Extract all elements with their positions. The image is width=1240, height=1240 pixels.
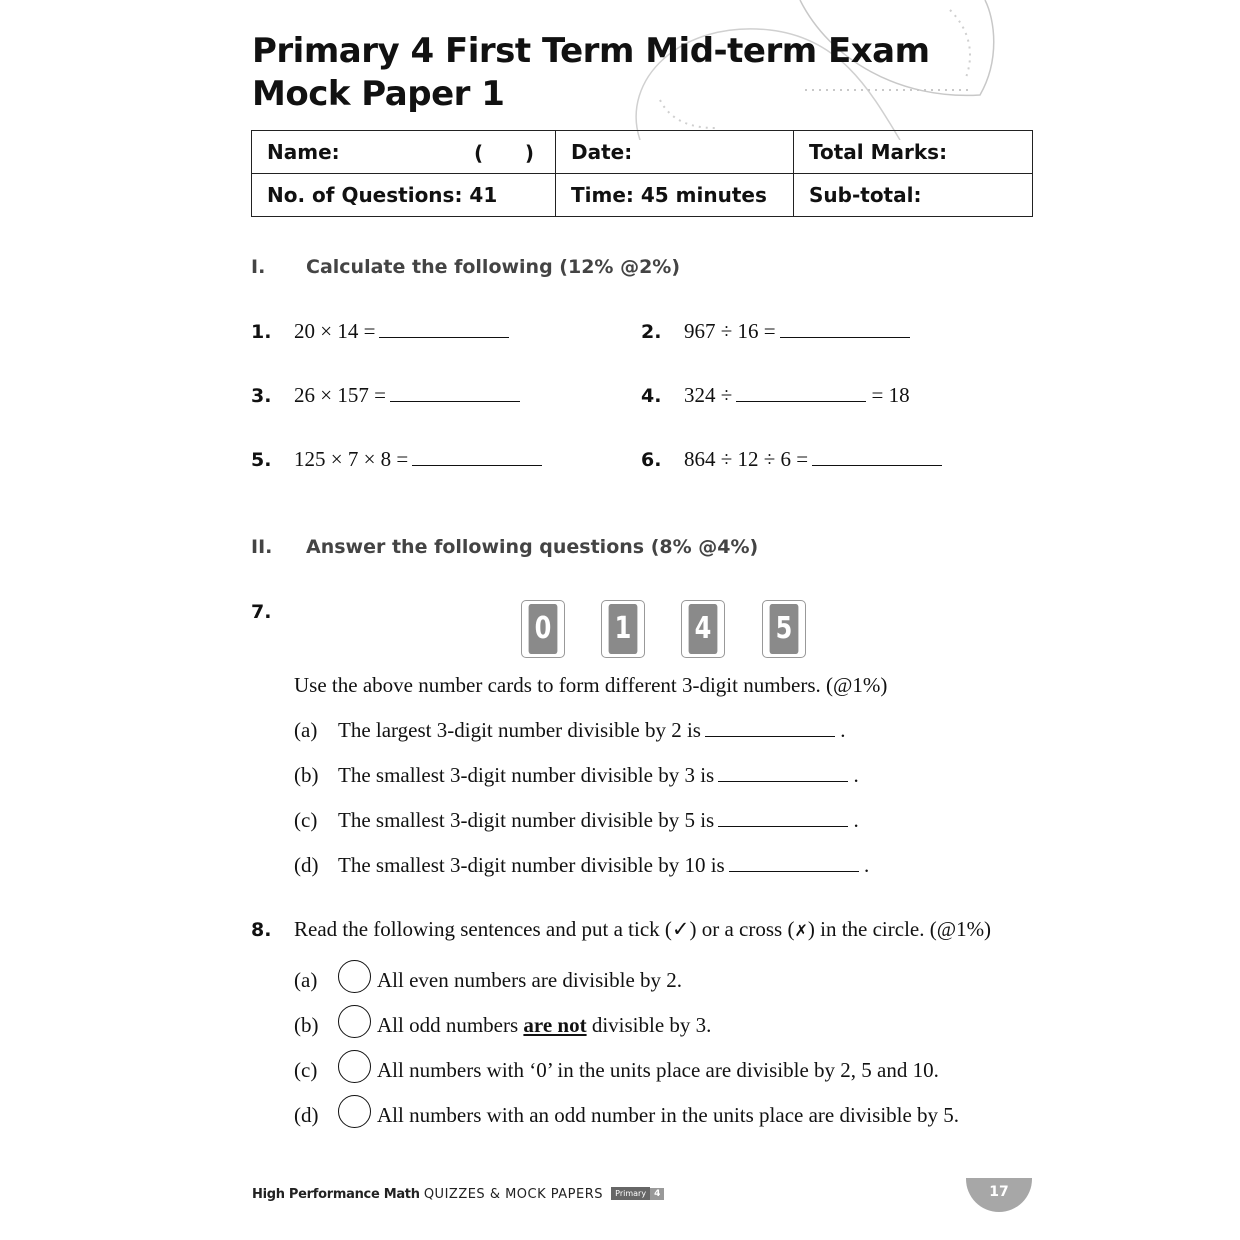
q8-part-b-pre: All odd numbers xyxy=(377,1013,524,1037)
q8-number: 8. xyxy=(251,919,272,941)
q8-part-b-label: (b) xyxy=(294,1013,319,1037)
q1-answer-blank[interactable] xyxy=(379,319,509,338)
q4-text: 324 ÷ xyxy=(684,383,733,407)
q8-intro-c: ) in the circle. (@1%) xyxy=(807,917,992,941)
q5-answer-blank[interactable] xyxy=(412,447,542,466)
q7-part-a xyxy=(294,718,845,743)
q7-part-a-label: (a) xyxy=(294,718,318,742)
q7-part-d-period: . xyxy=(863,853,870,877)
section-1-number: I. xyxy=(251,256,266,278)
q5-number: 5. xyxy=(251,449,272,471)
q7-part-b-blank[interactable] xyxy=(718,763,848,782)
q7-part-b-period: . xyxy=(853,763,859,787)
q8-part-b-text xyxy=(377,1013,711,1038)
q6-item xyxy=(684,447,942,472)
q8-part-b-answer-circle[interactable] xyxy=(338,1005,371,1038)
q3-item xyxy=(294,383,520,408)
number-card-3-digit: 5 xyxy=(770,604,799,654)
footer-brand: High Performance Math xyxy=(252,1187,420,1202)
footer-grade-badge: 4 xyxy=(650,1188,664,1200)
page-title xyxy=(252,30,930,116)
q7-number: 7. xyxy=(251,601,272,623)
q7-intro: Use the above number cards to form different 3-digit numbers. (@1%) xyxy=(294,673,888,697)
q8-part-b-post: divisible by 3. xyxy=(586,1013,712,1037)
q8-part-c-answer-circle[interactable] xyxy=(338,1050,371,1083)
q4-tail: = 18 xyxy=(871,383,910,407)
total-marks-label: Total Marks: xyxy=(809,140,948,164)
q7-part-b xyxy=(294,763,859,788)
q8-part-d-text: All numbers with an odd number in the units place are divisible by 5. xyxy=(377,1103,960,1127)
q8-intro-a: Read the following sentences and put a tick ( xyxy=(294,917,672,941)
number-card-0-digit: 0 xyxy=(529,604,558,654)
q2-number: 2. xyxy=(641,321,662,343)
info-table xyxy=(251,130,1033,217)
q6-text: 864 ÷ 12 ÷ 6 = xyxy=(684,447,809,471)
q4-item xyxy=(684,383,910,408)
q8-part-a-label: (a) xyxy=(294,968,318,992)
q7-part-d xyxy=(294,853,869,878)
number-card-2 xyxy=(681,600,725,658)
q6-answer-blank[interactable] xyxy=(812,447,942,466)
q8-part-c-label: (c) xyxy=(294,1058,318,1082)
q3-number: 3. xyxy=(251,385,272,407)
q2-answer-blank[interactable] xyxy=(780,319,910,338)
title-line-1: Primary 4 First Term Mid-term Exam xyxy=(252,31,930,71)
q4-number: 4. xyxy=(641,385,662,407)
q2-item xyxy=(684,319,910,344)
q8-intro xyxy=(294,917,991,942)
q3-answer-blank[interactable] xyxy=(390,383,520,402)
q7-part-c-period: . xyxy=(853,808,859,832)
time-cell xyxy=(556,174,794,217)
q8-part-c-text: All numbers with ‘0’ in the units place are divisible by 2, 5 and 10. xyxy=(377,1058,939,1082)
subtotal-label: Sub-total: xyxy=(809,183,922,207)
class-number-parens: ( ) xyxy=(474,141,535,165)
q8-part-d-label: (d) xyxy=(294,1103,319,1127)
questions-count: No. of Questions: 41 xyxy=(267,183,498,207)
q7-part-a-blank[interactable] xyxy=(705,718,835,737)
q2-text: 967 ÷ 16 = xyxy=(684,319,776,343)
q5-text: 125 × 7 × 8 = xyxy=(294,447,409,471)
title-line-2: Mock Paper 1 xyxy=(252,74,505,114)
tick-icon: ✓ xyxy=(671,917,690,941)
number-card-2-digit: 4 xyxy=(689,604,718,654)
q1-number: 1. xyxy=(251,321,272,343)
q7-part-d-text: The smallest 3-digit number divisible by 10 is xyxy=(338,853,725,877)
cross-icon: ✗ xyxy=(794,923,808,940)
q7-part-a-period: . xyxy=(840,718,846,742)
footer-series: QUIZZES & MOCK PAPERS xyxy=(423,1187,604,1202)
total-marks-field[interactable] xyxy=(794,131,1033,174)
q7-part-a-text: The largest 3-digit number divisible by 2 is xyxy=(338,718,701,742)
q4-answer-blank[interactable] xyxy=(736,383,866,402)
q7-part-d-blank[interactable] xyxy=(729,853,859,872)
q8-part-d-answer-circle[interactable] xyxy=(338,1095,371,1128)
subtotal-field[interactable] xyxy=(794,174,1033,217)
footer-level-badge: Primary xyxy=(611,1187,650,1200)
q7-part-b-text: The smallest 3-digit number divisible by 3 is xyxy=(338,763,715,787)
questions-cell xyxy=(252,174,556,217)
q7-part-c xyxy=(294,808,859,833)
q1-item xyxy=(294,319,509,344)
q7-part-d-label: (d) xyxy=(294,853,319,877)
number-card-0 xyxy=(521,600,565,658)
q3-text: 26 × 157 = xyxy=(294,383,386,407)
q6-number: 6. xyxy=(641,449,662,471)
page-number: 17 xyxy=(966,1178,1032,1212)
q7-part-c-label: (c) xyxy=(294,808,318,832)
q5-item xyxy=(294,447,542,472)
section-1-title: Calculate the following (12% @2%) xyxy=(306,256,681,278)
q8-part-a-answer-circle[interactable] xyxy=(338,960,371,993)
time-limit: Time: 45 minutes xyxy=(571,183,767,207)
number-card-3 xyxy=(762,600,806,658)
name-label: Name: xyxy=(267,140,340,164)
footer xyxy=(252,1187,664,1202)
q1-text: 20 × 14 = xyxy=(294,319,376,343)
date-field[interactable] xyxy=(556,131,794,174)
date-label: Date: xyxy=(571,140,633,164)
section-2-title: Answer the following questions (8% @4%) xyxy=(306,536,759,558)
q8-part-b-emphasis: are not xyxy=(523,1013,587,1037)
q8-part-a-text: All even numbers are divisible by 2. xyxy=(377,968,683,992)
section-2-number: II. xyxy=(251,536,273,558)
q7-part-c-blank[interactable] xyxy=(718,808,848,827)
q8-intro-b: ) or a cross ( xyxy=(689,917,795,941)
q7-part-c-text: The smallest 3-digit number divisible by 5 is xyxy=(338,808,715,832)
q7-part-b-label: (b) xyxy=(294,763,319,787)
number-card-1-digit: 1 xyxy=(609,604,638,654)
number-card-1 xyxy=(601,600,645,658)
